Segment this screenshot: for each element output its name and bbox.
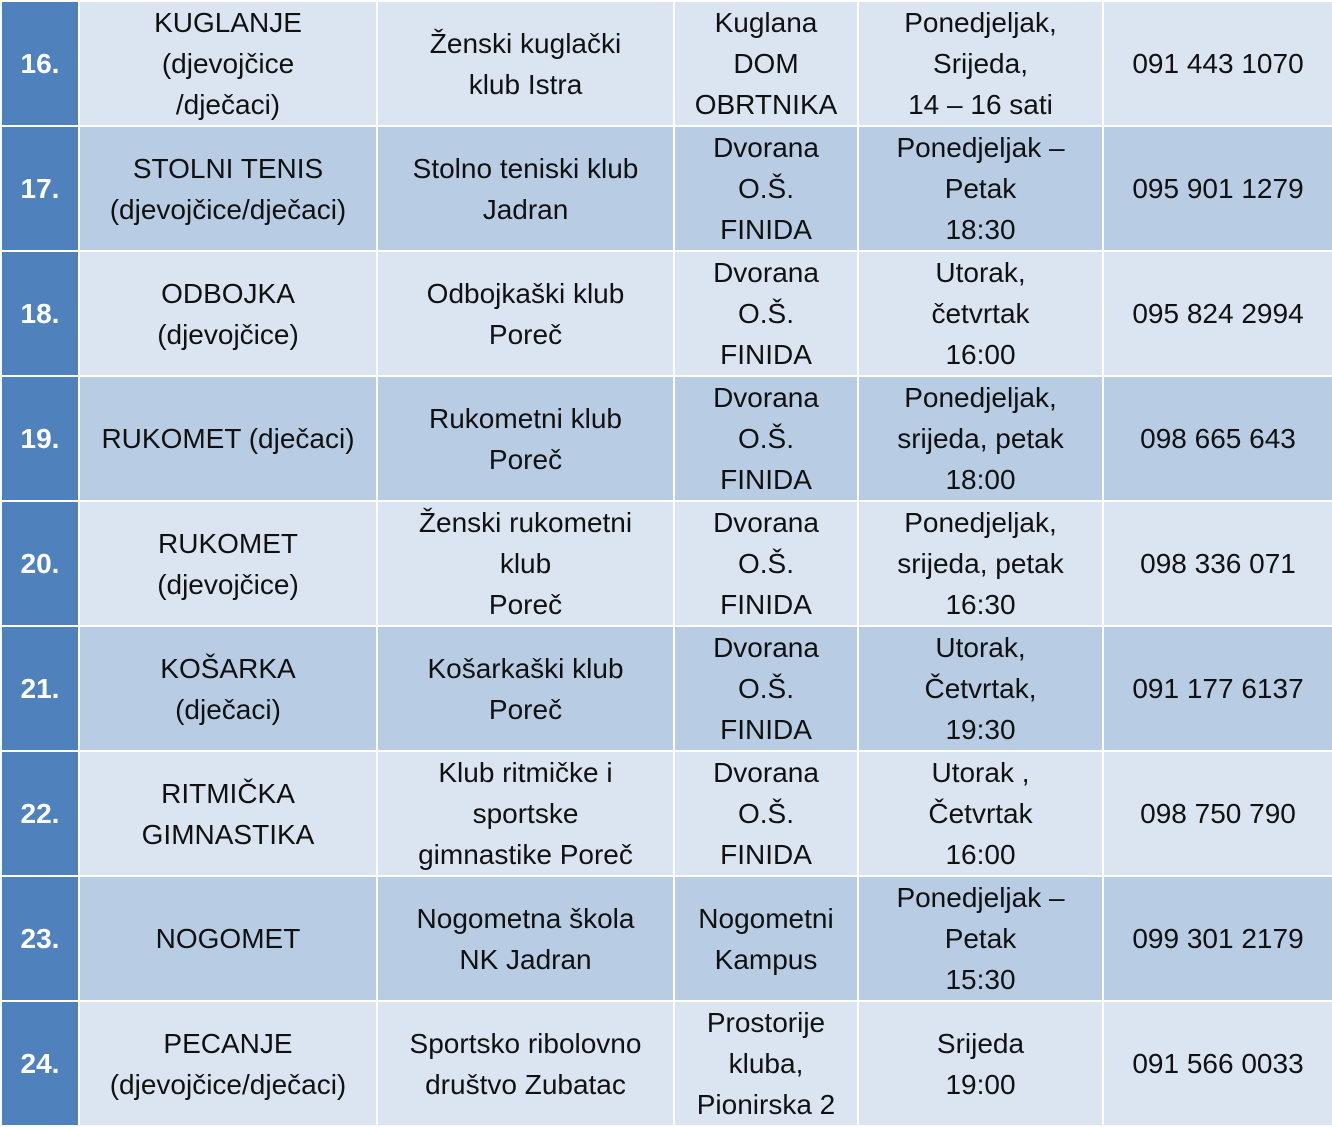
sport-cell: KOŠARKA (dječaci): [79, 626, 377, 751]
table-row: [1, 876, 1332, 1001]
phone-cell: 098 665 643: [1103, 376, 1332, 501]
row-number: 23.: [1, 876, 79, 1001]
club-cell: Ženski kuglački klub Istra: [377, 1, 674, 126]
location-cell: Dvorana O.Š. FINIDA: [674, 626, 858, 751]
schedule-cell: Ponedjeljak – Petak 18:30: [858, 126, 1103, 251]
club-cell: Košarkaški klub Poreč: [377, 626, 674, 751]
table-row: [1, 126, 1332, 251]
club-cell: Rukometni klub Poreč: [377, 376, 674, 501]
schedule-cell: Ponedjeljak, Srijeda, 14 – 16 sati: [858, 1, 1103, 126]
row-number: 21.: [1, 626, 79, 751]
club-cell: Odbojkaški klub Poreč: [377, 251, 674, 376]
location-cell: Dvorana O.Š. FINIDA: [674, 376, 858, 501]
schedule-cell: Utorak , Četvrtak 16:00: [858, 751, 1103, 876]
schedule-cell: Utorak, Četvrtak, 19:30: [858, 626, 1103, 751]
phone-cell: 091 566 0033: [1103, 1001, 1332, 1126]
row-number: 17.: [1, 126, 79, 251]
table-row: [1, 251, 1332, 376]
club-cell: Sportsko ribolovno društvo Zubatac: [377, 1001, 674, 1126]
sport-cell: KUGLANJE (djevojčice /dječaci): [79, 1, 377, 126]
sport-cell: PECANJE (djevojčice/dječaci): [79, 1001, 377, 1126]
table-row: [1, 376, 1332, 501]
phone-cell: 095 824 2994: [1103, 251, 1332, 376]
table-row: [1, 501, 1332, 626]
sport-cell: RITMIČKA GIMNASTIKA: [79, 751, 377, 876]
sport-cell: STOLNI TENIS (djevojčice/dječaci): [79, 126, 377, 251]
phone-cell: 098 750 790: [1103, 751, 1332, 876]
location-cell: Dvorana O.Š. FINIDA: [674, 751, 858, 876]
location-cell: Nogometni Kampus: [674, 876, 858, 1001]
phone-cell: 099 301 2179: [1103, 876, 1332, 1001]
schedule-cell: Srijeda 19:00: [858, 1001, 1103, 1126]
row-number: 16.: [1, 1, 79, 126]
phone-cell: 091 177 6137: [1103, 626, 1332, 751]
phone-cell: 095 901 1279: [1103, 126, 1332, 251]
row-number: 20.: [1, 501, 79, 626]
table-row: [1, 751, 1332, 876]
schedule-cell: Utorak, četvrtak 16:00: [858, 251, 1103, 376]
sport-cell: NOGOMET: [79, 876, 377, 1001]
location-cell: Dvorana O.Š. FINIDA: [674, 126, 858, 251]
table-row: [1, 626, 1332, 751]
phone-cell: 091 443 1070: [1103, 1, 1332, 126]
table-row: [1, 1, 1332, 126]
table-row: [1, 1001, 1332, 1126]
row-number: 19.: [1, 376, 79, 501]
sport-cell: ODBOJKA (djevojčice): [79, 251, 377, 376]
sport-cell: RUKOMET (dječaci): [79, 376, 377, 501]
location-cell: Kuglana DOM OBRTNIKA: [674, 1, 858, 126]
row-number: 24.: [1, 1001, 79, 1126]
phone-cell: 098 336 071: [1103, 501, 1332, 626]
club-cell: Nogometna škola NK Jadran: [377, 876, 674, 1001]
schedule-cell: Ponedjeljak, srijeda, petak 16:30: [858, 501, 1103, 626]
location-cell: Dvorana O.Š. FINIDA: [674, 501, 858, 626]
row-number: 22.: [1, 751, 79, 876]
club-cell: Stolno teniski klub Jadran: [377, 126, 674, 251]
schedule-cell: Ponedjeljak, srijeda, petak 18:00: [858, 376, 1103, 501]
club-cell: Klub ritmičke i sportske gimnastike Poreč: [377, 751, 674, 876]
club-cell: Ženski rukometni klub Poreč: [377, 501, 674, 626]
location-cell: Prostorije kluba, Pionirska 2: [674, 1001, 858, 1126]
schedule-cell: Ponedjeljak – Petak 15:30: [858, 876, 1103, 1001]
row-number: 18.: [1, 251, 79, 376]
location-cell: Dvorana O.Š. FINIDA: [674, 251, 858, 376]
sport-cell: RUKOMET (djevojčice): [79, 501, 377, 626]
